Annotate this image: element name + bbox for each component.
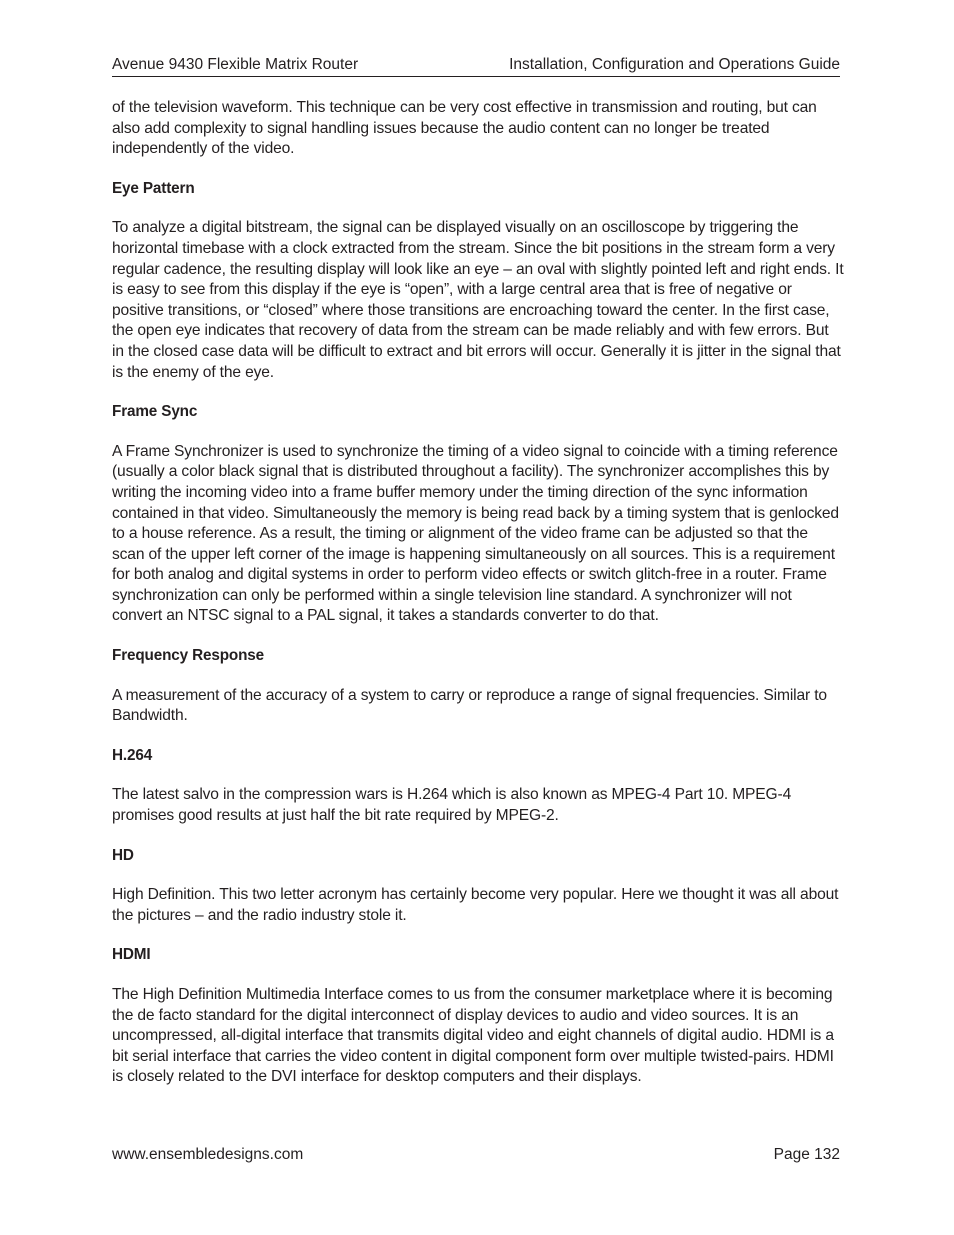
page-content xyxy=(112,98,844,1088)
footer-page-number: Page 132 xyxy=(773,1146,840,1163)
heading-eye-pattern: Eye Pattern xyxy=(112,179,195,197)
heading-hd: HD xyxy=(112,846,134,864)
header-guide-title: Installation, Configuration and Operations Guide xyxy=(509,56,840,73)
paragraph-hdmi: The High Definition Multimedia Interface comes to us from the consumer marketplace where it is becoming the de facto standard for the digital interconnect of display devices to audio and video sources. It is an uncompressed, all-digital interface that transmits digital video and eight channels of digital audio. HDMI is a bit serial interface that carries the video content in digital component form over multiple twisted-pairs. HDMI is closely related to the DVI interface for desktop computers and their displays. xyxy=(112,986,834,1086)
paragraph-h264: The latest salvo in the compression wars is H.264 which is also known as MPEG-4 Part 10. MPEG-4 promises good results at just half the bit rate required by MPEG-2. xyxy=(112,786,792,825)
page-header xyxy=(112,54,840,77)
intro-paragraph: of the television waveform. This technique can be very cost effective in transmission and routing, but can also add complexity to signal handling issues because the audio content can no longer be treated independently of the video. xyxy=(112,99,817,158)
header-product-title: Avenue 9430 Flexible Matrix Router xyxy=(112,56,359,73)
footer-website-link[interactable]: www.ensembledesigns.com xyxy=(112,1146,304,1163)
heading-h264: H.264 xyxy=(112,746,153,764)
paragraph-frequency-response: A measurement of the accuracy of a system to carry or reproduce a range of signal frequencies. Similar to Bandwidth. xyxy=(112,686,827,725)
paragraph-eye-pattern: To analyze a digital bitstream, the signal can be displayed visually on an oscilloscope by triggering the horizontal timebase with a clock extracted from the stream. Since the bit positions in the stream form a very regular cadence, the resulting display will look like an eye – an oval with slightly pointed left and right ends. It is easy to see from this display if the eye is “open”, with a large central area that is free of negative or positive transitions, or “closed” where those transitions are encroaching toward the center. In the first case, the open eye indicates that recovery of data from the stream can be made reliably and with few errors. But in the closed case data will be difficult to extract and bit errors will occur. Generally it is jitter in the signal that is the enemy of the eye. xyxy=(112,219,844,381)
heading-frame-sync: Frame Sync xyxy=(112,403,198,421)
document-page xyxy=(112,0,842,1235)
heading-hdmi: HDMI xyxy=(112,946,151,964)
heading-frequency-response: Frequency Response xyxy=(112,647,265,665)
paragraph-hd: High Definition. This two letter acronym has certainly become very popular. Here we thought it was all about the pictures – and the radio industry stole it. xyxy=(112,886,839,924)
paragraph-frame-sync: A Frame Synchronizer is used to synchronize the timing of a video signal to coincide with a timing reference (usually a color black signal that is distributed throughout a facility). The synchronizer accomplishes this by writing the incoming video into a frame buffer memory under the timing direction of the sync information contained in that video. Simultaneously the memory is being read back by a timing system that is genlocked to a house reference. As a result, the timing or alignment of the video frame can be adjusted so that the scan of the upper left corner of the image is happening simultaneously on all sources. This is a requirement for both analog and digital systems in order to perform video effects or switch glitch-free in a router. Frame synchronization can only be performed within a single television line standard. A synchronizer will not convert an NTSC signal to a PAL signal, it takes a standards converter to do that. xyxy=(112,442,839,625)
